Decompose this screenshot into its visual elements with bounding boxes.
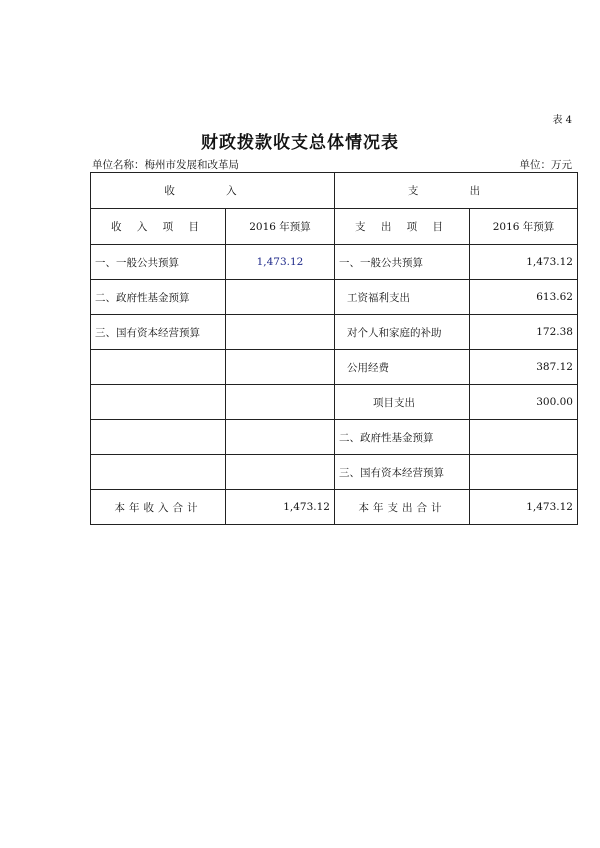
expense-item: 公用经费 [335, 350, 470, 385]
income-item: 三、国有资本经营预算 [91, 315, 226, 350]
header-expense: 支 出 [335, 173, 578, 209]
income-item [91, 455, 226, 490]
income-item [91, 385, 226, 420]
header-row-sections [91, 173, 578, 209]
expense-value: 387.12 [470, 350, 578, 385]
header-income-budget: 2016 年预算 [226, 209, 335, 245]
income-value [226, 315, 335, 350]
income-value: 1,473.12 [226, 245, 335, 280]
expense-item: 三、国有资本经营预算 [335, 455, 470, 490]
expense-value: 300.00 [470, 385, 578, 420]
unit-name: 单位名称：梅州市发展和改革局 [92, 159, 239, 171]
budget-table [90, 172, 578, 525]
expense-item: 二、政府性基金预算 [335, 420, 470, 455]
income-item: 一、一般公共预算 [91, 245, 226, 280]
header-income-item: 收 入 项 目 [91, 209, 226, 245]
income-value [226, 385, 335, 420]
expense-value [470, 455, 578, 490]
unit-label: 单位：万元 [519, 159, 572, 171]
table-row [91, 455, 578, 490]
income-value [226, 280, 335, 315]
expense-total-value: 1,473.12 [470, 490, 578, 525]
income-value [226, 420, 335, 455]
table-number: 表 4 [552, 115, 572, 126]
table-row [91, 245, 578, 280]
expense-value [470, 420, 578, 455]
table-row [91, 315, 578, 350]
header-row-columns [91, 209, 578, 245]
header-expense-budget: 2016 年预算 [470, 209, 578, 245]
expense-item: 对个人和家庭的补助 [335, 315, 470, 350]
table-row [91, 280, 578, 315]
income-value [226, 455, 335, 490]
income-total-value: 1,473.12 [226, 490, 335, 525]
header-income: 收 入 [91, 173, 335, 209]
page-title: 财政拨款收支总体情况表 [201, 133, 399, 153]
header-expense-item: 支 出 项 目 [335, 209, 470, 245]
totals-row [91, 490, 578, 525]
expense-value: 1,473.12 [470, 245, 578, 280]
expense-item: 项目支出 [335, 385, 470, 420]
income-item [91, 350, 226, 385]
table-row [91, 350, 578, 385]
table-row [91, 420, 578, 455]
income-item [91, 420, 226, 455]
table-row [91, 385, 578, 420]
income-total-label: 本年收入合计 [91, 490, 226, 525]
income-value [226, 350, 335, 385]
expense-item: 工资福利支出 [335, 280, 470, 315]
expense-item: 一、一般公共预算 [335, 245, 470, 280]
expense-value: 172.38 [470, 315, 578, 350]
income-item: 二、政府性基金预算 [91, 280, 226, 315]
expense-total-label: 本年支出合计 [335, 490, 470, 525]
expense-value: 613.62 [470, 280, 578, 315]
